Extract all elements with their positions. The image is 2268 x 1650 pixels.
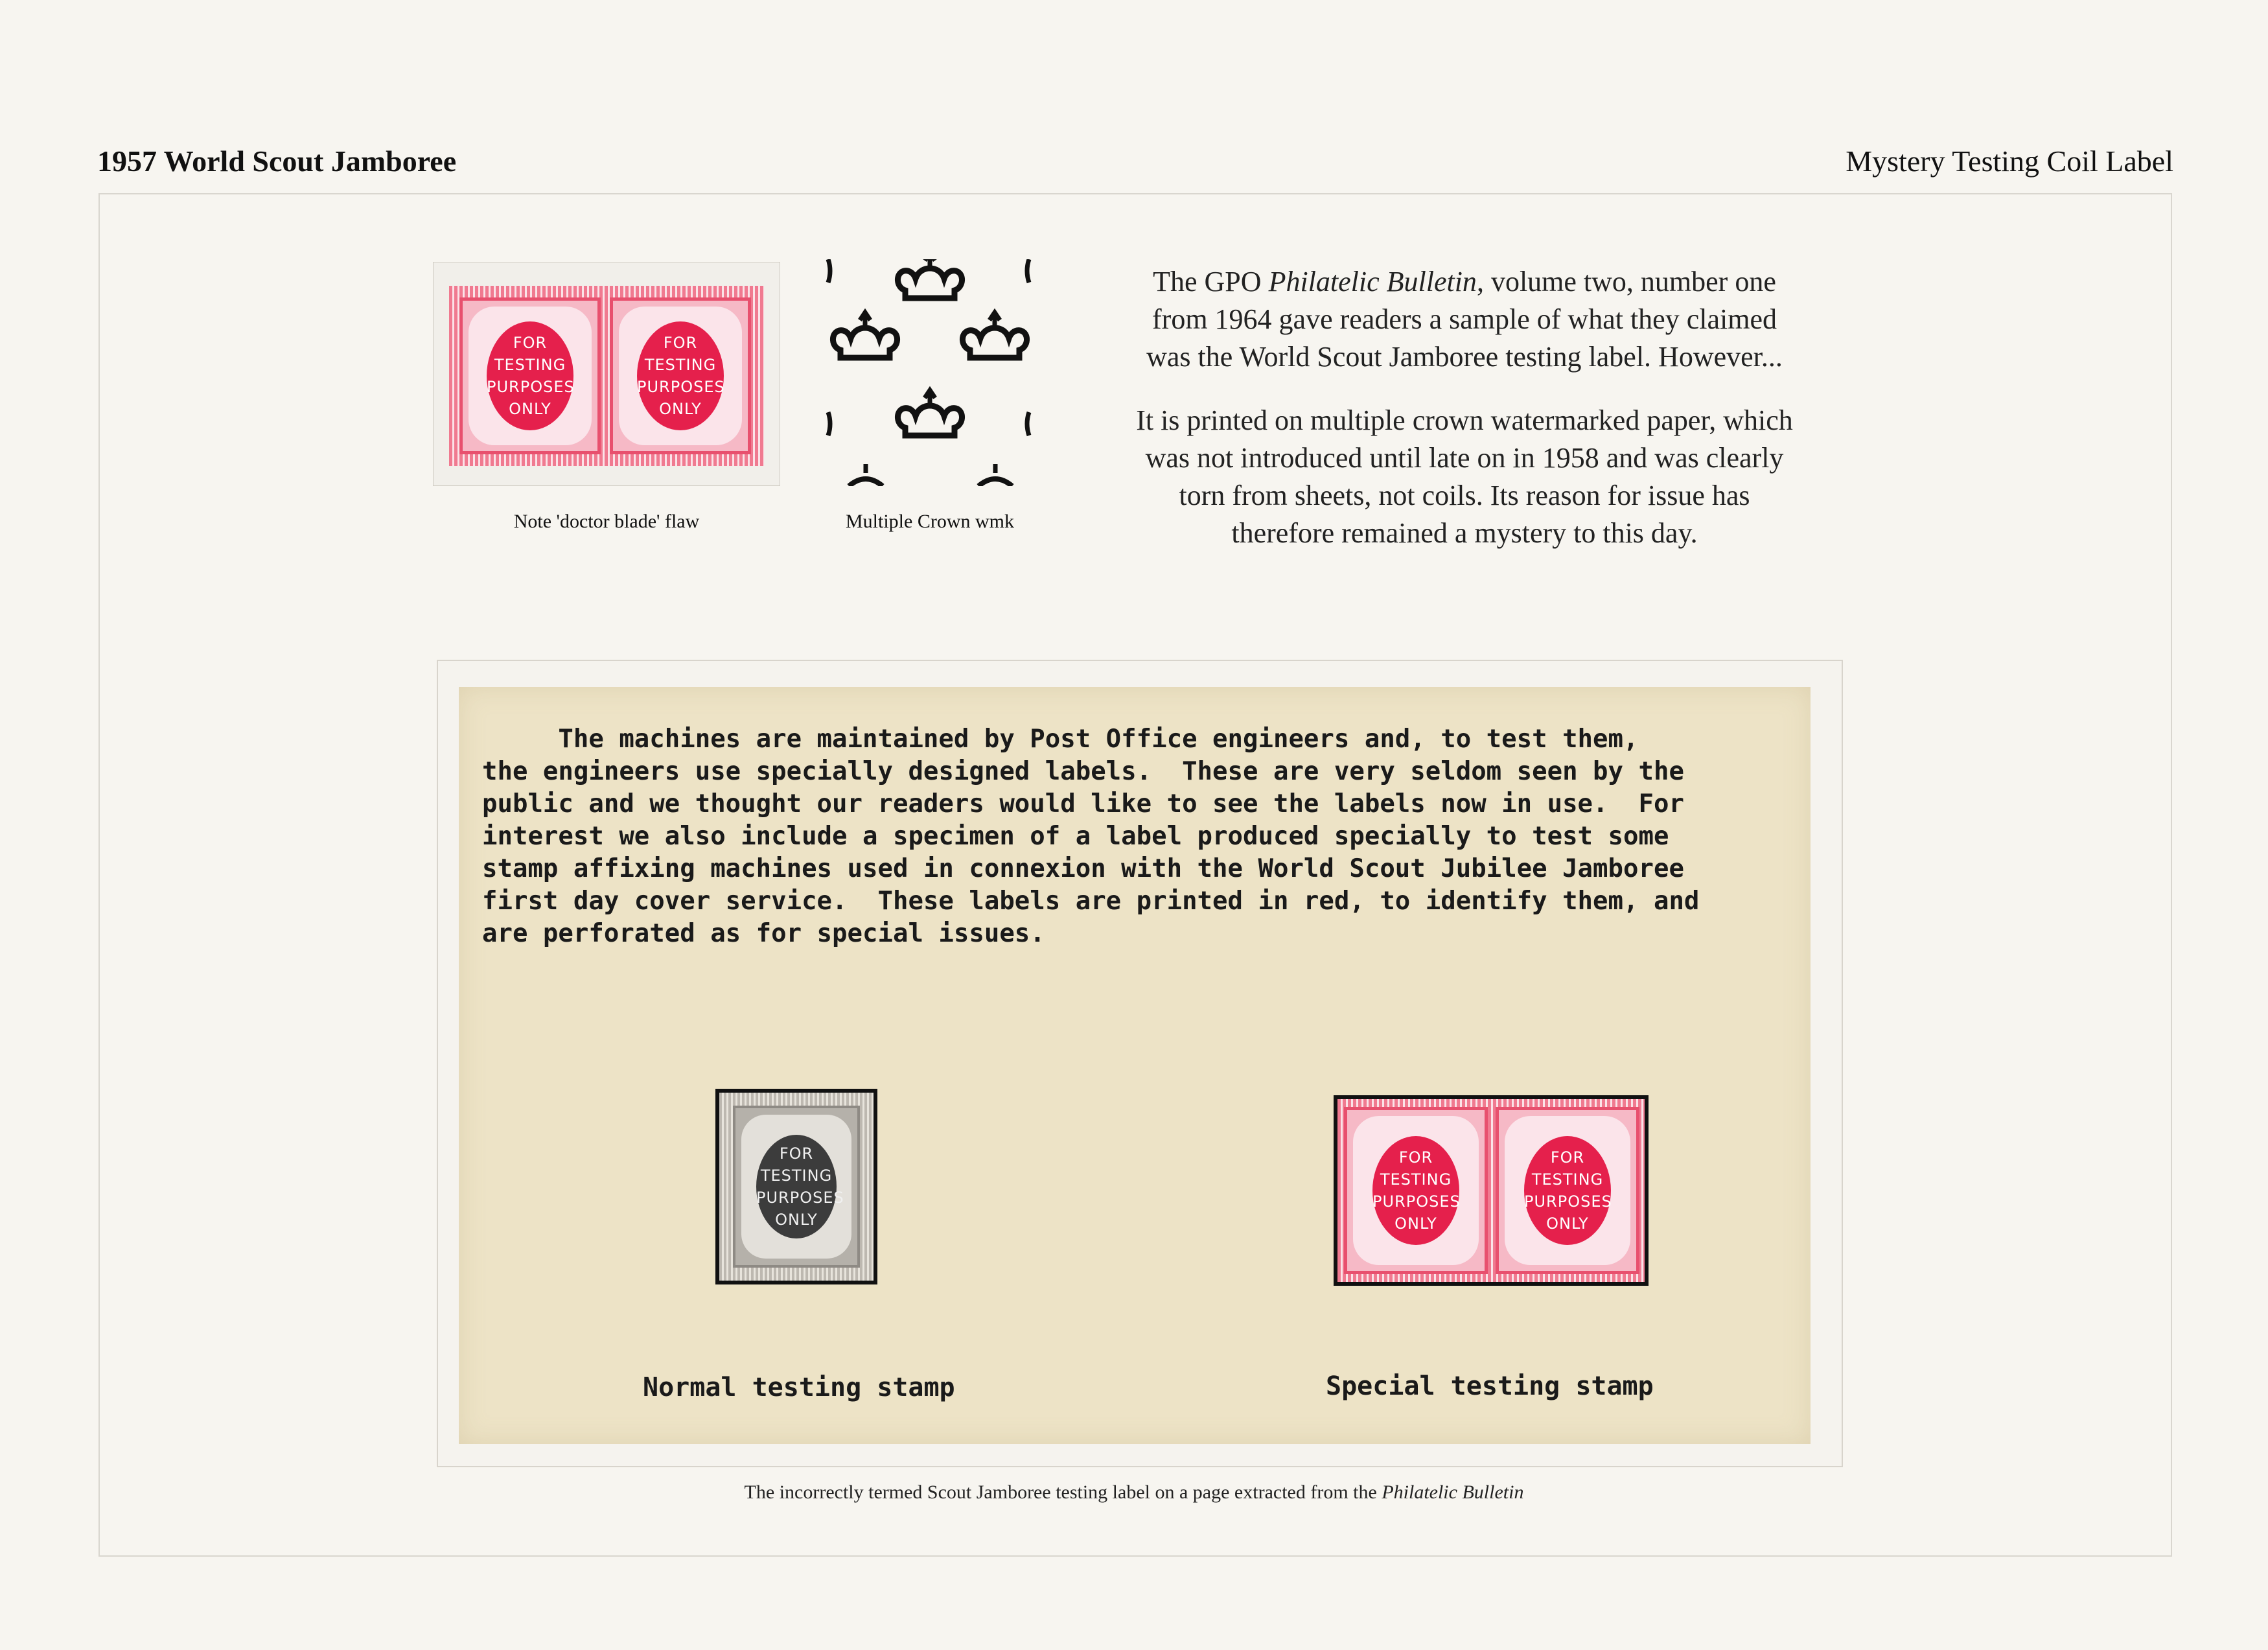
crown-icon <box>897 259 962 298</box>
watermark-caption: Multiple Crown wmk <box>846 511 1014 532</box>
normal-stamp-label: Normal testing stamp <box>643 1373 955 1402</box>
crown-icon <box>897 390 962 436</box>
stamp-pair <box>449 286 764 466</box>
normal-testing-stamp <box>715 1089 877 1284</box>
stamp-oval: FOR TESTING PURPOSES ONLY <box>1372 1136 1459 1245</box>
stamp-oval: FOR TESTING PURPOSES ONLY <box>756 1135 837 1238</box>
red-testing-stamp <box>1344 1107 1488 1274</box>
crown-watermark-diagram <box>823 259 1037 486</box>
crown-icon <box>833 312 897 358</box>
stamp-oval: FOR TESTING PURPOSES ONLY <box>637 321 724 430</box>
red-testing-stamp <box>1496 1107 1639 1274</box>
intro-text: The GPO Philatelic Bulletin, volume two, number one from 1964 gave readers a sample of what they claimed was the World Scout Jamboree testing label. However... It is printed on multiple crown watermarked paper, which was not introduced until late on in 1958 and was clearly torn from sheets, not coils. Its reason for issue has therefore remained a mystery to this day. <box>1136 266 1793 549</box>
pair-caption: Note 'doctor blade' flaw <box>513 511 700 532</box>
page-title: 1957 World Scout Jamboree <box>97 145 457 178</box>
red-testing-stamp <box>459 297 601 454</box>
bottom-caption: The incorrectly termed Scout Jamboree testing label on a page extracted from the Philatelic Bulletin <box>744 1482 1524 1503</box>
crown-icon <box>962 312 1026 358</box>
bulletin-clipping <box>459 687 1811 1444</box>
stamp-oval: FOR TESTING PURPOSES ONLY <box>487 321 573 430</box>
page-subtitle: Mystery Testing Coil Label <box>1846 145 2173 178</box>
red-testing-stamp <box>610 297 751 454</box>
stamp-oval: FOR TESTING PURPOSES ONLY <box>1524 1136 1611 1245</box>
clipping-text: The machines are maintained by Post Office engineers and, to test them, the engineers use specially designed labels. These are very seldom seen by the public and we thought our readers would like to see the labels now in use. For interest we also include a specimen of a label produced specially to test some stamp affixing machines used in connexion with the World Scout Jubilee Jamboree first day cover service. These labels are printed in red, to identify them, and are perforated as for special issues. <box>482 725 1700 948</box>
stamp-pair-mount <box>433 262 780 486</box>
special-stamp-label: Special testing stamp <box>1326 1371 1654 1401</box>
special-testing-stamp-pair <box>1334 1095 1649 1286</box>
